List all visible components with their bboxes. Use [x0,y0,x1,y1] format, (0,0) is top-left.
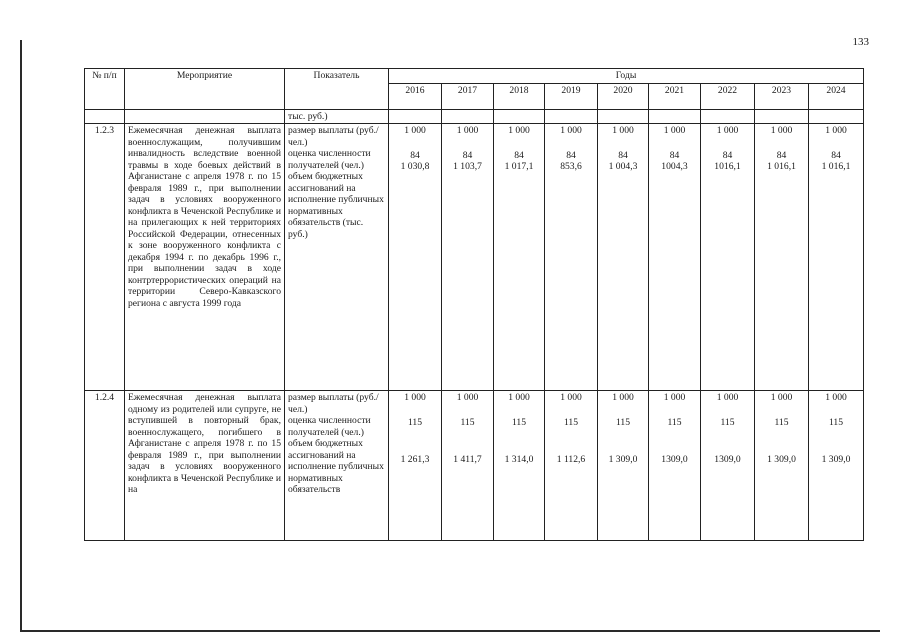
value: 1 309,0 [821,454,851,465]
header-year: 2019 [545,83,598,109]
header-indicator: Показатель [285,69,389,110]
value: 1 000 [663,392,686,403]
value: 115 [774,416,789,428]
header-year: 2024 [809,83,864,109]
value: 84 [618,149,628,161]
activity-description: Ежемесячная денежная выплата одному из родителей или супруге, не вступившей в повторный брак, военнослужащего, погибшего в Афганистане с апреля 1978 г. по 15 февраля 1989 г., при выполнении задач в условиях вооруженного конфликта в Чеченской Республике и на [125,391,285,541]
value: 84 [722,149,733,161]
scan-edge-bottom [20,630,880,632]
value: 1 000 [825,392,847,403]
year-values [701,124,755,391]
year-values [598,124,649,391]
continuation-row [85,109,864,124]
value: 1 000 [404,392,426,403]
value: 1 000 [770,392,793,403]
year-values [649,124,701,391]
value: 1 000 [508,125,530,136]
indicator-line: размер выплаты (руб./ чел.) [288,125,379,148]
value: 1 261,3 [400,454,430,465]
value: 84 [514,149,524,161]
header-year: 2023 [755,83,809,109]
header-activity: Мероприятие [125,69,285,110]
value: 1 000 [456,392,479,403]
indicator-cell [285,124,389,391]
year-values [442,124,494,391]
year-values [389,124,442,391]
value: 84 [776,149,787,161]
value: 115 [563,416,579,428]
table-row [85,391,864,541]
year-values [545,124,598,391]
year-values [494,124,545,391]
value: 84 [566,149,576,161]
value: 1 000 [612,392,634,403]
indicator-cell [285,391,389,541]
value: 1 000 [716,392,739,403]
value: 1 000 [456,125,479,136]
year-values [389,391,442,541]
row-number: 1.2.3 [85,124,125,391]
indicator-line: оценка численности получателей (чел.) [288,415,371,438]
year-values [545,391,598,541]
value: 84 [410,149,420,161]
value: 84 [831,149,841,161]
indicator-line: объем бюджетных ассигнований на исполнение публичных нормативных обязательств [288,438,384,495]
value: 115 [460,416,475,428]
indicator-line: объем бюджетных ассигнований на исполнение публичных нормативных обязательств (тыс. руб.) [288,171,384,240]
value: 84 [462,149,473,161]
header-year: 2017 [442,83,494,109]
header-year: 2018 [494,83,545,109]
value: 115 [407,416,423,428]
value: 1 000 [508,392,530,403]
value: 1309,0 [714,454,741,465]
header-year: 2021 [649,83,701,109]
activity-description: Ежемесячная денежная выплата военнослужащим, получившим инвалидность вследствие военной травмы в ходе боевых действий в Афганистане с апреля 1978 г. по 15 февраля 1989 г., при выполнении задач в условиях вооруженного конфликта в Чеченской Республике и на прилегающих к ней территориях Российской Федерации, отнесенных к зоне вооруженного конфликта с декабря 1994 г. по декабрь 1996 г., при выполнении задач в ходе контртеррористических операций на территории Северо-Кавказского региона с августа 1999 года [125,124,285,391]
value: 1016,1 [714,161,741,172]
value: 1 103,7 [453,161,482,172]
indicator-line: оценка численности получателей (чел.) [288,148,371,171]
year-values [755,391,809,541]
year-values [809,124,864,391]
header-year: 2020 [598,83,649,109]
year-values [701,391,755,541]
value: 1 016,1 [767,161,796,172]
value: 1 314,0 [504,454,534,465]
value: 115 [828,416,844,428]
scan-edge-left [20,40,22,630]
row-number: 1.2.4 [85,391,125,541]
value: 1 004,3 [608,161,638,172]
value: 1 000 [560,392,582,403]
value: 1 000 [404,125,426,136]
value: 115 [615,416,631,428]
header-num: № п/п [85,69,125,110]
continuation-indicator: тыс. руб.) [285,109,389,124]
year-values [809,391,864,541]
value: 1 000 [825,125,847,136]
value: 1 016,1 [821,161,851,172]
value: 1 000 [560,125,582,136]
year-values [649,391,701,541]
value: 115 [511,416,527,428]
table-row [85,124,864,391]
value: 1 411,7 [453,454,482,465]
value: 853,6 [560,161,582,172]
value: 1 000 [716,125,739,136]
program-table [84,68,864,541]
value: 115 [720,416,735,428]
value: 84 [669,149,680,161]
indicator-line: размер выплаты (руб./ чел.) [288,392,379,415]
value: 1004,3 [661,161,688,172]
value: 1 030,8 [400,161,430,172]
year-values [598,391,649,541]
value: 1 309,0 [767,454,796,465]
year-values [442,391,494,541]
year-values [494,391,545,541]
header-years-group: Годы [389,69,864,84]
value: 1309,0 [661,454,688,465]
page-number: 133 [852,36,869,48]
value: 1 000 [770,125,793,136]
value: 1 000 [612,125,634,136]
value: 1 112,6 [556,454,586,465]
value: 1 000 [663,125,686,136]
header-year: 2016 [389,83,442,109]
year-values [755,124,809,391]
value: 1 017,1 [504,161,534,172]
header-year: 2022 [701,83,755,109]
value: 115 [667,416,682,428]
value: 1 309,0 [608,454,638,465]
